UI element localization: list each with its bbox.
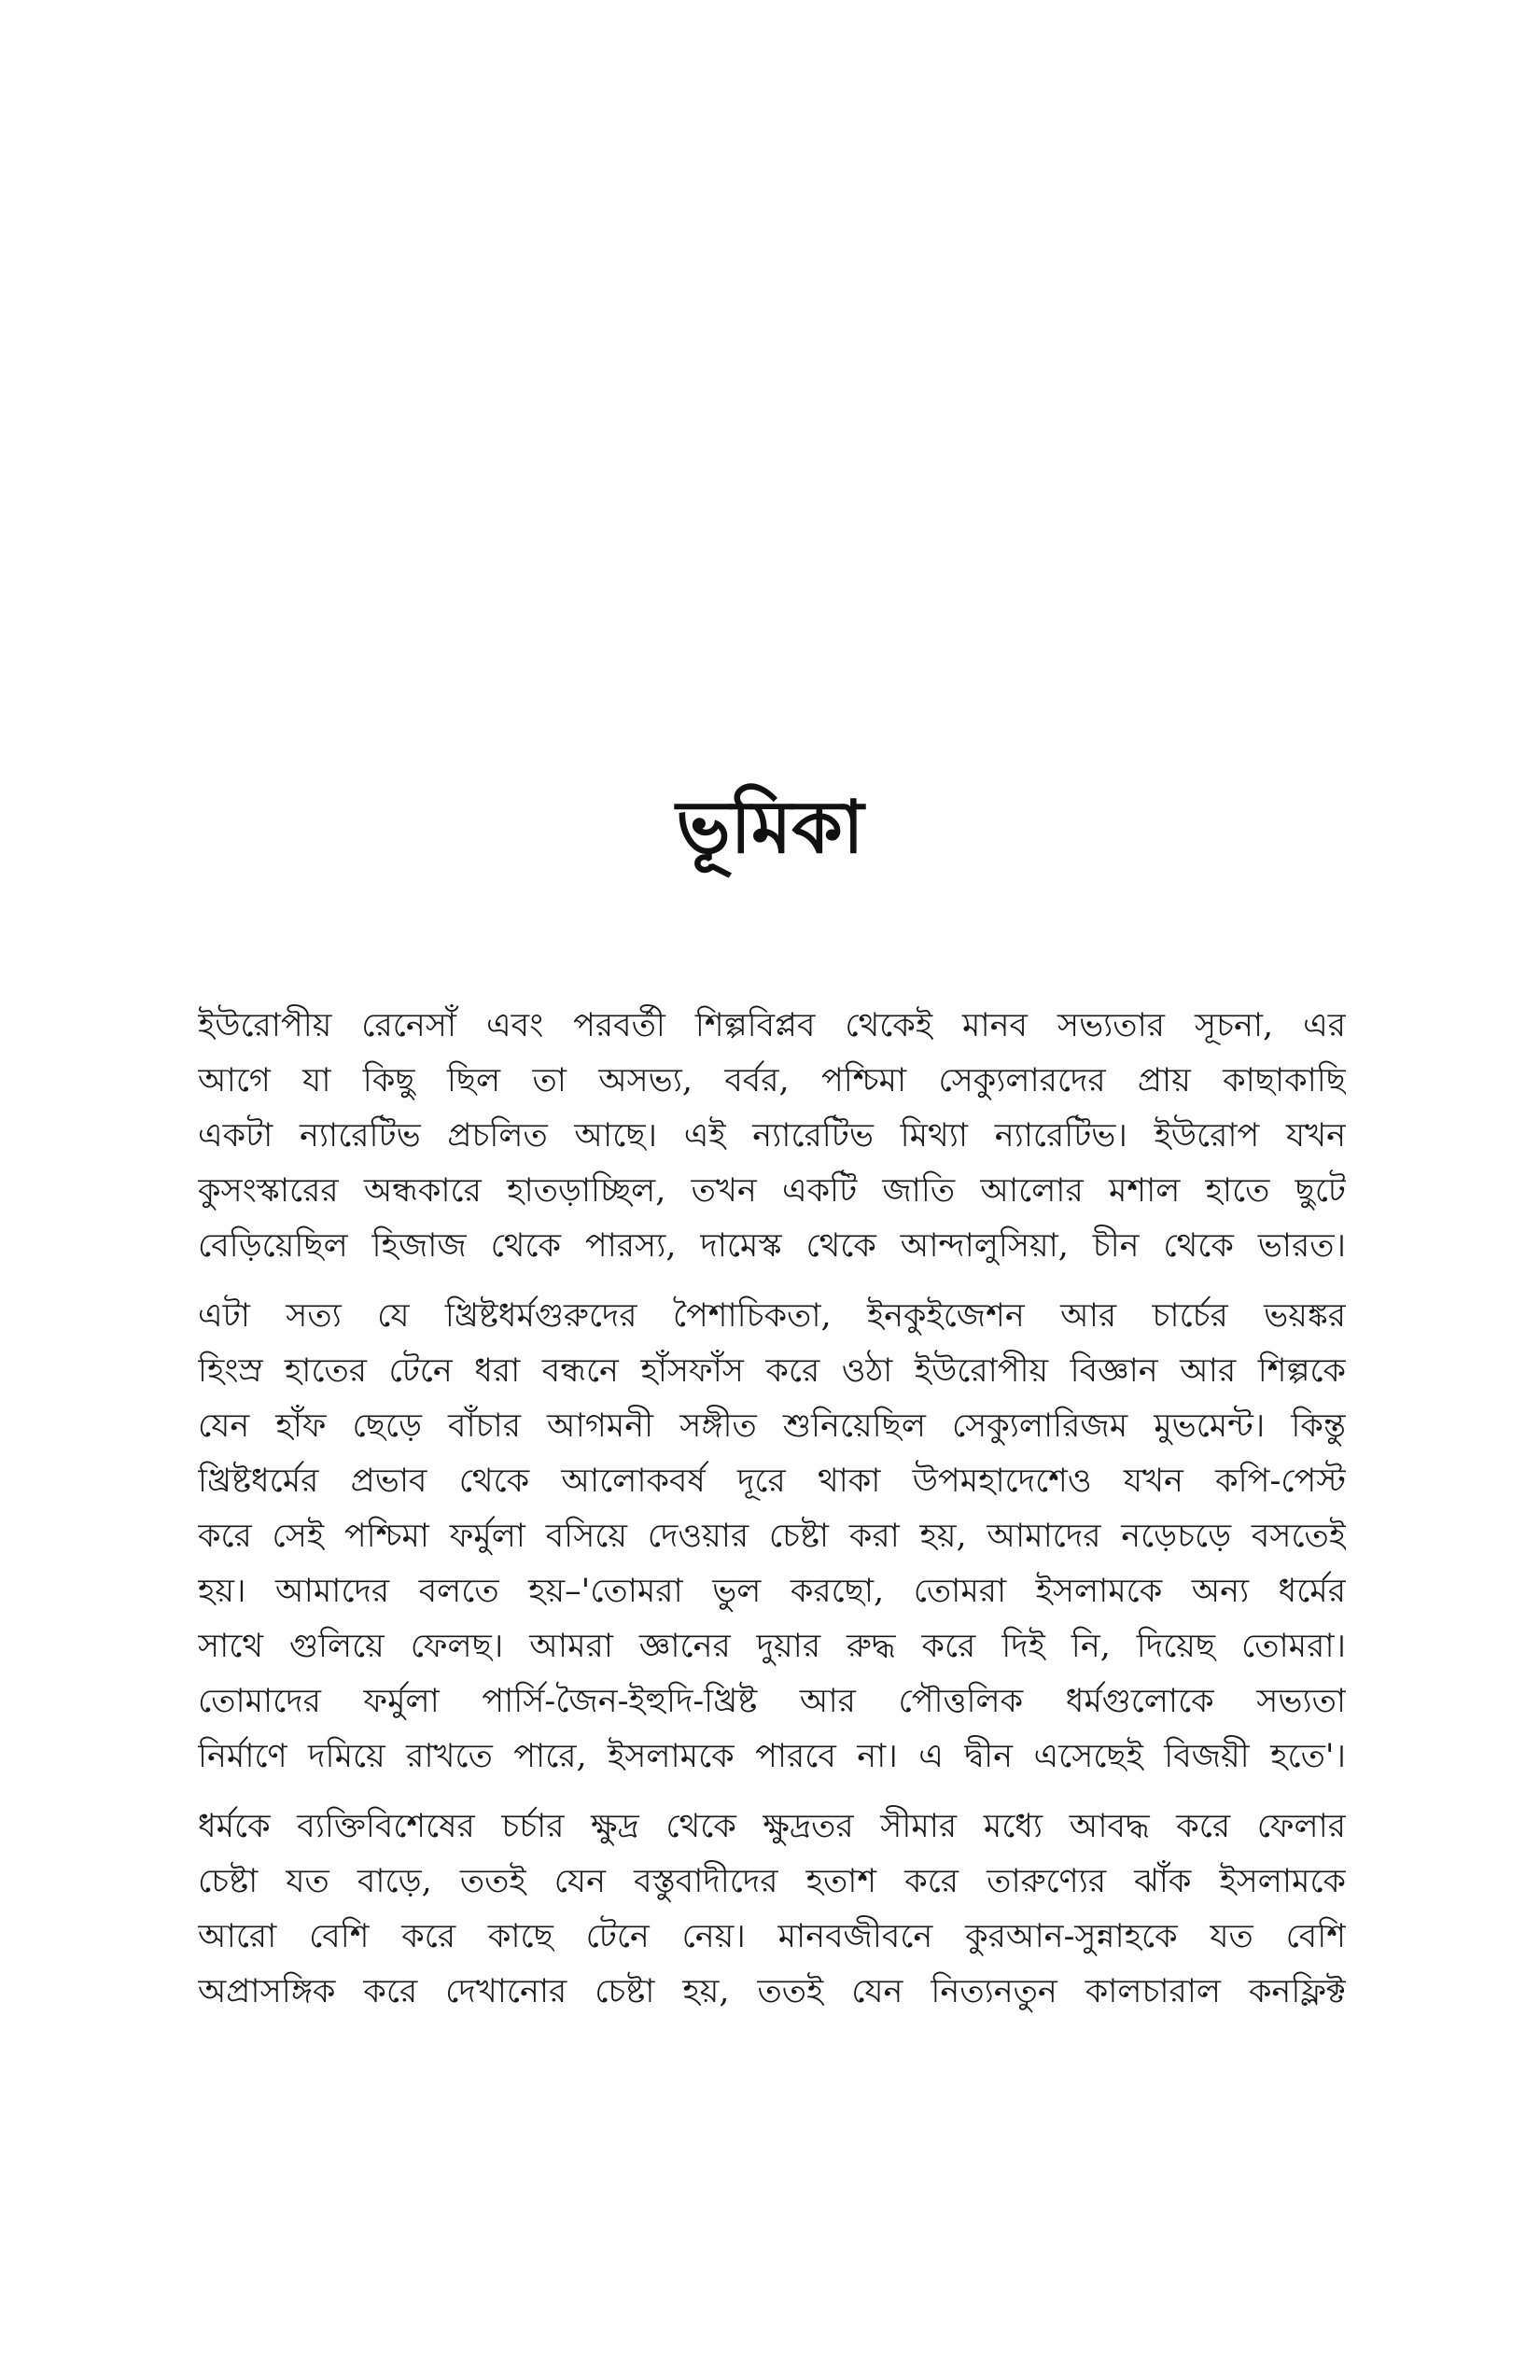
paragraph-line: বেড়িয়েছিল হিজাজ থেকে পারস্য, দামেস্ক থেকে আন্দালুসিয়া, চীন থেকে ভারত। xyxy=(198,1227,1346,1265)
page-title: ভূমিকা xyxy=(676,786,864,870)
paragraph-3 xyxy=(198,1799,1346,2020)
paragraph-line: ইউরোপীয় রেনেসাঁ এবং পরবর্তী শিল্পবিপ্লব থেকেই মানব সভ্যতার সূচনা, এর xyxy=(198,1007,1346,1044)
paragraph-line: এটা সত্য যে খ্রিষ্টধর্মগুরুদের পৈশাচিকতা, ইনকুইজেশন আর চার্চের ভয়ঙ্কর xyxy=(198,1297,1346,1335)
paragraph-line: আরো বেশি করে কাছে টেনে নেয়। মানবজীবনে কুরআন-সুন্নাহকে যত বেশি xyxy=(198,1918,1346,1955)
paragraph-line: হয়। আমাদের বলতে হয়–'তোমরা ভুল করছো, তোমরা ইসলামকে অন্য ধর্মের xyxy=(198,1573,1346,1610)
paragraph-line: তোমাদের ফর্মুলা পার্সি-জৈন-ইহুদি-খ্রিষ্ট আর পৌত্তলিক ধর্মগুলোকে সভ্যতা xyxy=(198,1683,1346,1720)
paragraph-line: ধর্মকে ব্যক্তিবিশেষের চর্চার ক্ষুদ্র থেকে ক্ষুদ্রতর সীমার মধ্যে আবদ্ধ করে ফেলার xyxy=(198,1808,1346,1845)
paragraph-line: সাথে গুলিয়ে ফেলছ। আমরা জ্ঞানের দুয়ার রুদ্ধ করে দিই নি, দিয়েছ তোমরা। xyxy=(198,1628,1346,1665)
paragraph-line: হিংস্র হাতের টেনে ধরা বন্ধনে হাঁসফাঁস করে ওঠা ইউরোপীয় বিজ্ঞান আর শিল্পকে xyxy=(198,1352,1346,1390)
paragraph-1 xyxy=(198,999,1346,1274)
paragraph-line: একটা ন্যারেটিভ প্রচলিত আছে। এই ন্যারেটিভ মিথ্যা ন্যারেটিভ। ইউরোপ যখন xyxy=(198,1117,1346,1155)
paragraph-line: চেষ্টা যত বাড়ে, ততই যেন বস্তুবাদীদের হতাশ করে তারুণ্যের ঝাঁক ইসলামকে xyxy=(198,1863,1346,1900)
paragraph-line: নির্মাণে দমিয়ে রাখতে পারে, ইসলামকে পারবে না। এ দ্বীন এসেছেই বিজয়ী হতে'। xyxy=(198,1738,1346,1775)
paragraph-line: খ্রিষ্টধর্মের প্রভাব থেকে আলোকবর্ষ দূরে থাকা উপমহাদেশেও যখন কপি-পেস্ট xyxy=(198,1463,1346,1500)
paragraph-2 xyxy=(198,1289,1346,1785)
paragraph-line: কুসংস্কারের অন্ধকারে হাতড়াচ্ছিল, তখন একটি জাতি আলোর মশাল হাতে ছুটে xyxy=(198,1172,1346,1210)
paragraph-line: যেন হাঁফ ছেড়ে বাঁচার আগমনী সঙ্গীত শুনিয়েছিল সেক্যুলারিজম মুভমেন্ট। কিন্তু xyxy=(198,1407,1346,1445)
paragraph-line: অপ্রাসঙ্গিক করে দেখানোর চেষ্টা হয়, ততই যেন নিত্যনতুন কালচারাল কনফ্লিক্ট xyxy=(198,1973,1346,2010)
paragraph-line: করে সেই পশ্চিমা ফর্মুলা বসিয়ে দেওয়ার চেষ্টা করা হয়, আমাদের নড়েচড়ে বসতেই xyxy=(198,1518,1346,1555)
paragraph-line: আগে যা কিছু ছিল তা অসভ্য, বর্বর, পশ্চিমা সেক্যুলারদের প্রায় কাছাকাছি xyxy=(198,1062,1346,1099)
body-text xyxy=(198,999,1346,2035)
